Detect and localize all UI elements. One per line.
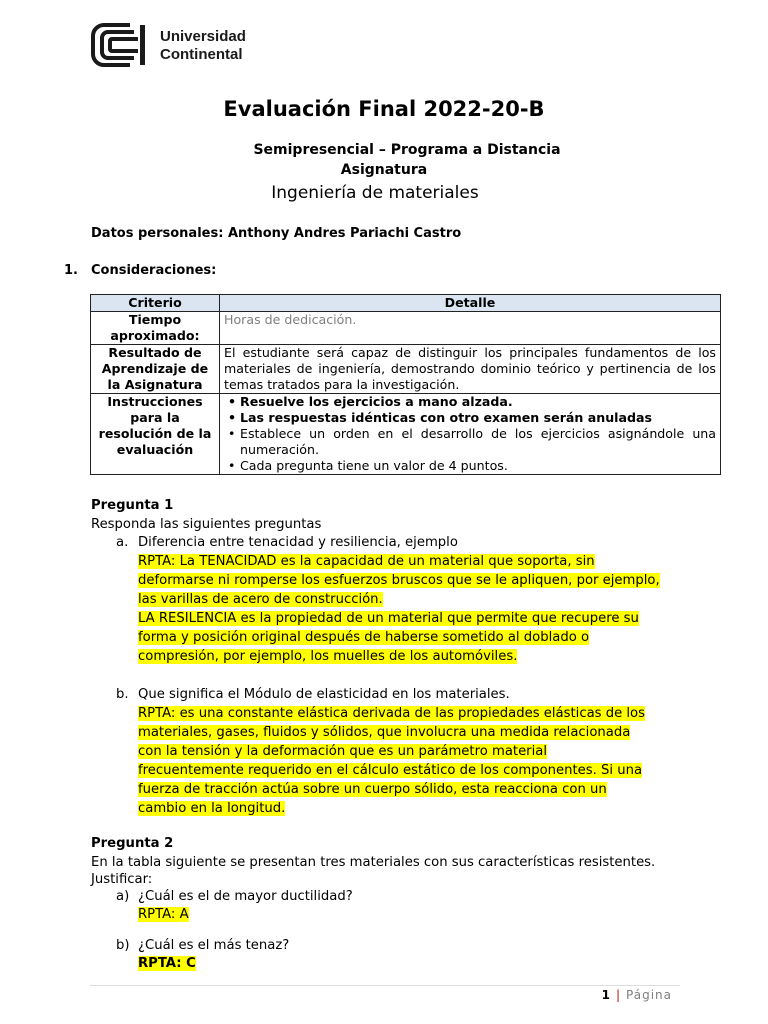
header-criterio: Criterio bbox=[91, 295, 220, 312]
question-1a-answer bbox=[138, 552, 660, 666]
answer-line: compresión, por ejemplo, los muelles de los automóviles. bbox=[138, 649, 518, 664]
table-header-row bbox=[91, 295, 721, 312]
question-2b-text: ¿Cuál es el más tenaz? bbox=[138, 938, 290, 953]
row-detail: El estudiante será capaz de distinguir los principales fundamentos de los materiales de ingeniería, demostrando dominio teórico y pertinencia de los temas tratados para la investigación. bbox=[220, 345, 721, 394]
footer-separator: | bbox=[615, 988, 622, 1002]
answer-line: fuerza de tracción actúa sobre un cuerpo sólido, esta reacciona con un bbox=[138, 782, 607, 797]
page-footer bbox=[602, 988, 672, 1002]
row-label: Instrucciones para la resolución de la evaluación bbox=[91, 394, 220, 475]
row-detail: Horas de dedicación. bbox=[220, 312, 721, 345]
logo-line-2: Continental bbox=[160, 46, 243, 63]
question-1b-text: Que significa el Módulo de elasticidad en los materiales. bbox=[138, 687, 510, 702]
list-item: • Cada pregunta tiene un valor de 4 puntos. bbox=[240, 458, 716, 474]
answer-line: RPTA: A bbox=[138, 907, 189, 922]
list-item: • Resuelve los ejercicios a mano alzada. bbox=[240, 394, 716, 410]
subtitle-program: Semipresencial – Programa a Distancia bbox=[253, 142, 561, 158]
question-2-intro: En la tabla siguiente se presentan tres materiales con sus características resistentes. bbox=[91, 855, 656, 870]
subtitle-course: Ingeniería de materiales bbox=[271, 183, 479, 203]
logo-text bbox=[160, 28, 246, 64]
answer-line: cambio en la longitud. bbox=[138, 801, 286, 816]
answer-line: las varillas de acero de construcción. bbox=[138, 592, 383, 607]
footer-page-word: Página bbox=[626, 988, 672, 1002]
answer-line: frecuentemente requerido en el cálculo estático de los componentes. Si una bbox=[138, 763, 643, 778]
answer-line: deformarse ni romperse los esfuerzos bruscos que se le apliquen, por ejemplo, bbox=[138, 573, 660, 588]
question-2a-text: ¿Cuál es el de mayor ductilidad? bbox=[138, 889, 353, 904]
answer-line: RPTA: C bbox=[138, 956, 196, 971]
question-2b-answer bbox=[138, 954, 196, 973]
question-1a-text: Diferencia entre tenacidad y resiliencia, ejemplo bbox=[138, 535, 458, 550]
question-1-intro: Responda las siguientes preguntas bbox=[91, 517, 322, 532]
footer-divider bbox=[90, 985, 680, 986]
row-label: Resultado de Aprendizaje de la Asignatura bbox=[91, 345, 220, 394]
answer-line: forma y posición original después de haberse sometido al doblado o bbox=[138, 630, 590, 645]
question-1b-answer bbox=[138, 704, 645, 818]
personal-data: Datos personales: Anthony Andres Pariachi Castro bbox=[91, 226, 462, 241]
question-1b-marker: b. bbox=[116, 687, 129, 702]
list-item: • Establece un orden en el desarrollo de los ejercicios asignándole una numeración. bbox=[240, 426, 716, 458]
page-number: 1 bbox=[601, 988, 611, 1002]
list-item: • Las respuestas idénticas con otro examen serán anuladas bbox=[240, 410, 716, 426]
question-1-title: Pregunta 1 bbox=[91, 498, 174, 513]
table-row bbox=[91, 394, 721, 475]
question-2a-marker: a) bbox=[116, 889, 130, 904]
question-1a-marker: a. bbox=[116, 535, 129, 550]
criteria-table bbox=[90, 294, 721, 475]
section-title: Consideraciones: bbox=[91, 263, 217, 278]
answer-line: RPTA: es una constante elástica derivada de las propiedades elásticas de los bbox=[138, 706, 645, 721]
question-2-justify: Justificar: bbox=[91, 872, 153, 887]
logo-line-1: Universidad bbox=[160, 28, 246, 45]
question-2b-marker: b) bbox=[116, 938, 130, 953]
header-detalle: Detalle bbox=[220, 295, 721, 312]
table-row bbox=[91, 312, 721, 345]
answer-line: con la tensión y la deformación que es un parámetro material bbox=[138, 744, 548, 759]
page-title: Evaluación Final 2022-20-B bbox=[223, 97, 545, 121]
table-row bbox=[91, 345, 721, 394]
answer-line: materiales, gases, fluidos y sólidos, que involucra una medida relacionada bbox=[138, 725, 631, 740]
answer-line: LA RESILENCIA es la propiedad de un material que permite que recupere su bbox=[138, 611, 639, 626]
question-2a-answer bbox=[138, 905, 189, 924]
section-number: 1. bbox=[64, 263, 78, 278]
answer-line: RPTA: La TENACIDAD es la capacidad de un material que soporta, sin bbox=[138, 554, 595, 569]
row-label: Tiempo aproximado: bbox=[91, 312, 220, 345]
logo-mark-icon bbox=[90, 22, 152, 68]
subtitle-asignatura: Asignatura bbox=[340, 162, 428, 178]
question-2-title: Pregunta 2 bbox=[91, 836, 174, 851]
row-detail-list bbox=[220, 394, 721, 475]
